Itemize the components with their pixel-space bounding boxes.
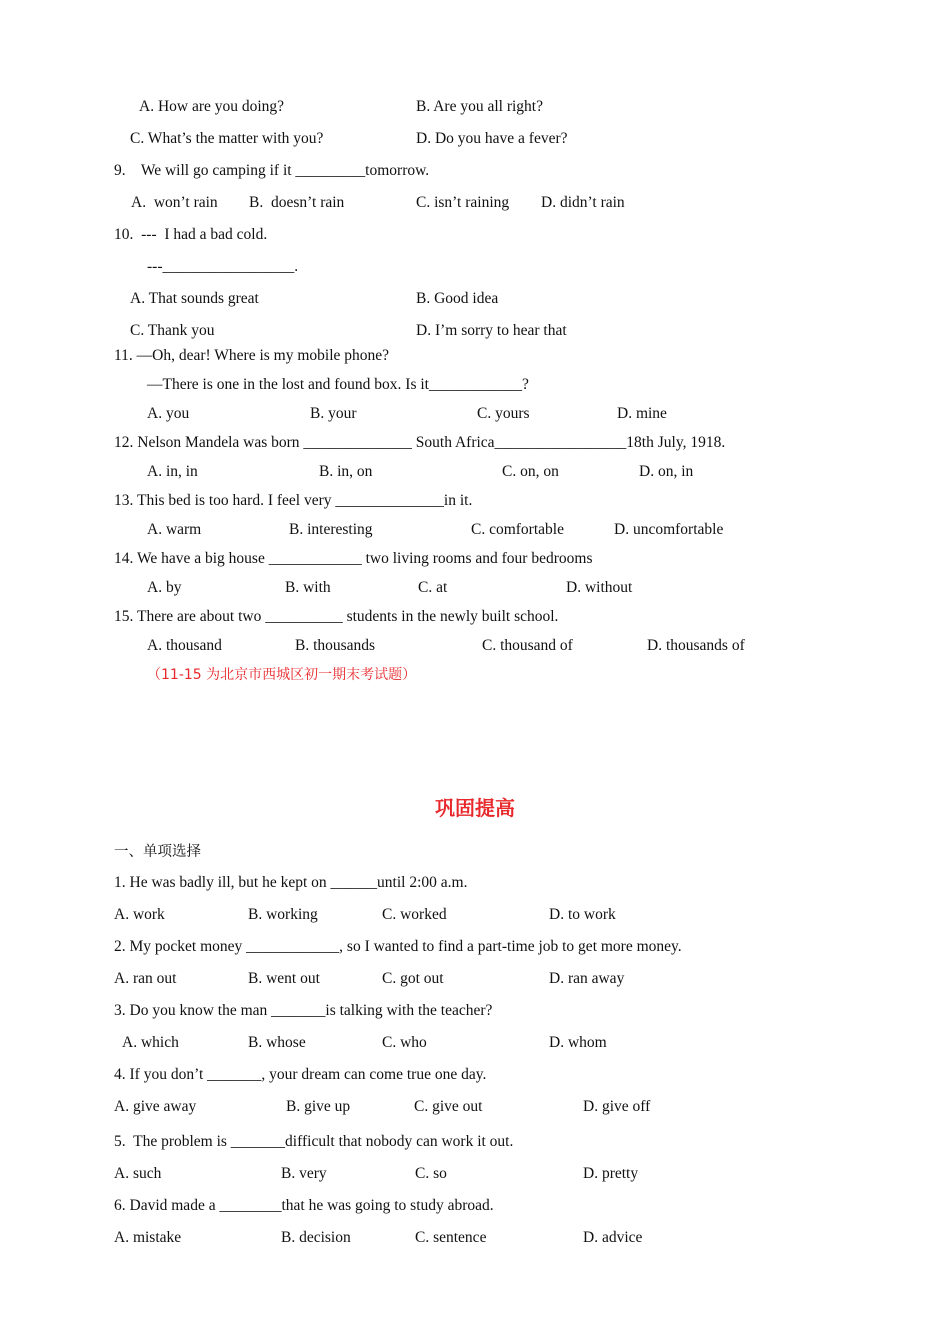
p2-q2-option-b: B. went out: [248, 970, 320, 987]
q11-option-c: C. yours: [477, 405, 530, 422]
q12-stem: 12. Nelson Mandela was born ______________ South Africa_________________18th July, 1918.: [114, 434, 726, 451]
p2-q2-option-c: C. got out: [382, 970, 444, 987]
p2-q5-stem: 5. The problem is _______difficult that nobody can work it out.: [114, 1133, 514, 1150]
q11-stem: 11. —Oh, dear! Where is my mobile phone?: [114, 347, 390, 364]
p2-q1-option-c: C. worked: [382, 906, 447, 923]
p2-q6-option-d: D. advice: [583, 1229, 643, 1246]
q15-option-c: C. thousand of: [482, 637, 573, 654]
q15-option-a: A. thousand: [147, 637, 222, 654]
p2-q3-option-c: C. who: [382, 1034, 427, 1051]
q13-option-a: A. warm: [147, 521, 202, 538]
p2-q1-option-a: A. work: [114, 906, 165, 923]
p2-q1-option-b: B. working: [248, 906, 318, 923]
p2-q5-option-d: D. pretty: [583, 1165, 639, 1182]
q11-option-d: D. mine: [617, 405, 667, 422]
source-note: （11-15 为北京市西城区初一期末考试题）: [147, 667, 417, 683]
p2-q3-option-d: D. whom: [549, 1034, 607, 1051]
q9-option-a: A. won’t rain: [131, 194, 218, 211]
q11-reply: —There is one in the lost and found box. Is it____________?: [147, 376, 529, 393]
p2-q3-option-b: B. whose: [248, 1034, 306, 1051]
p2-q3-stem: 3. Do you know the man _______is talking with the teacher?: [114, 1002, 493, 1019]
q10-option-c: C. Thank you: [130, 322, 215, 339]
q15-stem: 15. There are about two __________ students in the newly built school.: [114, 608, 559, 625]
q10-option-d: D. I’m sorry to hear that: [416, 322, 567, 339]
q14-stem: 14. We have a big house ____________ two living rooms and four bedrooms: [114, 550, 593, 567]
p2-q2-stem: 2. My pocket money ____________, so I wanted to find a part-time job to get more money.: [114, 938, 682, 955]
p2-q6-option-c: C. sentence: [415, 1229, 487, 1246]
q8-option-d: D. Do you have a fever?: [416, 130, 568, 147]
q9-option-d: D. didn’t rain: [541, 194, 625, 211]
p2-q2-option-d: D. ran away: [549, 970, 625, 987]
q12-option-b: B. in, on: [319, 463, 373, 480]
q8-option-c: C. What’s the matter with you?: [130, 130, 324, 147]
p2-q6-stem: 6. David made a ________that he was going to study abroad.: [114, 1197, 494, 1214]
q10-stem: 10. --- I had a bad cold.: [114, 226, 268, 243]
q12-option-a: A. in, in: [147, 463, 198, 480]
q13-stem: 13. This bed is too hard. I feel very ______________in it.: [114, 492, 473, 509]
section-title: 巩固提高: [435, 796, 515, 820]
q12-option-c: C. on, on: [502, 463, 559, 480]
p2-q4-option-c: C. give out: [414, 1098, 483, 1115]
q10-option-b: B. Good idea: [416, 290, 499, 307]
q9-stem: 9. We will go camping if it _________tomorrow.: [114, 162, 430, 179]
q11-option-b: B. your: [310, 405, 357, 422]
p2-q6-option-a: A. mistake: [114, 1229, 182, 1246]
p2-q4-option-b: B. give up: [286, 1098, 351, 1115]
q10-reply: ---_________________.: [147, 258, 299, 275]
q14-option-d: D. without: [566, 579, 633, 596]
p2-q5-option-c: C. so: [415, 1165, 447, 1182]
q15-option-d: D. thousands of: [647, 637, 745, 654]
q14-option-c: C. at: [418, 579, 448, 596]
q15-option-b: B. thousands: [295, 637, 376, 654]
section-subtitle: 一、单项选择: [114, 844, 201, 860]
p2-q5-option-b: B. very: [281, 1165, 327, 1182]
p2-q3-option-a: A. which: [122, 1034, 179, 1051]
p2-q1-stem: 1. He was badly ill, but he kept on ______until 2:00 a.m.: [114, 874, 468, 891]
p2-q5-option-a: A. such: [114, 1165, 162, 1182]
p2-q4-option-a: A. give away: [114, 1098, 197, 1115]
q14-option-a: A. by: [147, 579, 182, 596]
q10-option-a: A. That sounds great: [130, 290, 259, 307]
p2-q6-option-b: B. decision: [281, 1229, 351, 1246]
p2-q4-option-d: D. give off: [583, 1098, 651, 1115]
p2-q4-stem: 4. If you don’t _______, your dream can come true one day.: [114, 1066, 487, 1083]
q9-option-b: B. doesn’t rain: [249, 194, 345, 211]
q13-option-c: C. comfortable: [471, 521, 564, 538]
p2-q1-option-d: D. to work: [549, 906, 616, 923]
q12-option-d: D. on, in: [639, 463, 694, 480]
q8-option-a: A. How are you doing?: [139, 98, 285, 115]
q13-option-b: B. interesting: [289, 521, 373, 538]
q8-option-b: B. Are you all right?: [416, 98, 543, 115]
q14-option-b: B. with: [285, 579, 331, 596]
q13-option-d: D. uncomfortable: [614, 521, 724, 538]
q11-option-a: A. you: [147, 405, 190, 422]
q9-option-c: C. isn’t raining: [416, 194, 510, 211]
p2-q2-option-a: A. ran out: [114, 970, 177, 987]
